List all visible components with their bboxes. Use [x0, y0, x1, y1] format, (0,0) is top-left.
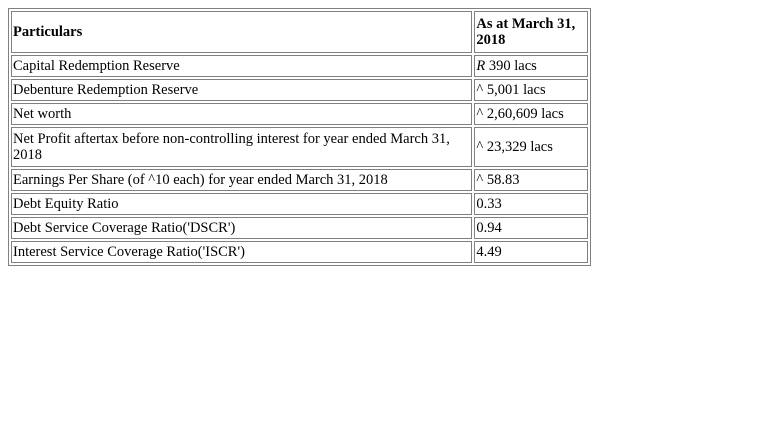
- row-particular: Interest Service Coverage Ratio('ISCR'): [11, 241, 472, 263]
- row-value: ^ 23,329 lacs: [474, 127, 588, 167]
- table-header-row: [11, 11, 588, 53]
- header-as-at-date: As at March 31, 2018: [474, 11, 588, 53]
- row-value: ^ 5,001 lacs: [474, 79, 588, 101]
- row-particular: Net worth: [11, 103, 472, 125]
- table-row: [11, 79, 588, 101]
- currency-symbol: R: [476, 58, 486, 74]
- header-particulars: Particulars: [11, 11, 472, 53]
- table-row: [11, 217, 588, 239]
- table-row: [11, 193, 588, 215]
- row-particular: Net Profit aftertax before non-controlling interest for year ended March 31, 2018: [11, 127, 472, 167]
- row-particular: Capital Redemption Reserve: [11, 55, 472, 77]
- row-particular: Debenture Redemption Reserve: [11, 79, 472, 101]
- row-value-text: 390 lacs: [485, 58, 537, 74]
- row-value: ^ 2,60,609 lacs: [474, 103, 588, 125]
- row-particular: Earnings Per Share (of ^10 each) for year ended March 31, 2018: [11, 169, 472, 191]
- row-value: 0.33: [474, 193, 588, 215]
- row-value: [474, 55, 588, 77]
- row-value: ^ 58.83: [474, 169, 588, 191]
- row-particular: Debt Equity Ratio: [11, 193, 472, 215]
- table-row: [11, 127, 588, 167]
- row-value: 0.94: [474, 217, 588, 239]
- row-particular: Debt Service Coverage Ratio('DSCR'): [11, 217, 472, 239]
- table-row: [11, 103, 588, 125]
- table-row: [11, 169, 588, 191]
- table-row: [11, 241, 588, 263]
- row-value: 4.49: [474, 241, 588, 263]
- financial-summary-table: [8, 8, 591, 266]
- table-row: [11, 55, 588, 77]
